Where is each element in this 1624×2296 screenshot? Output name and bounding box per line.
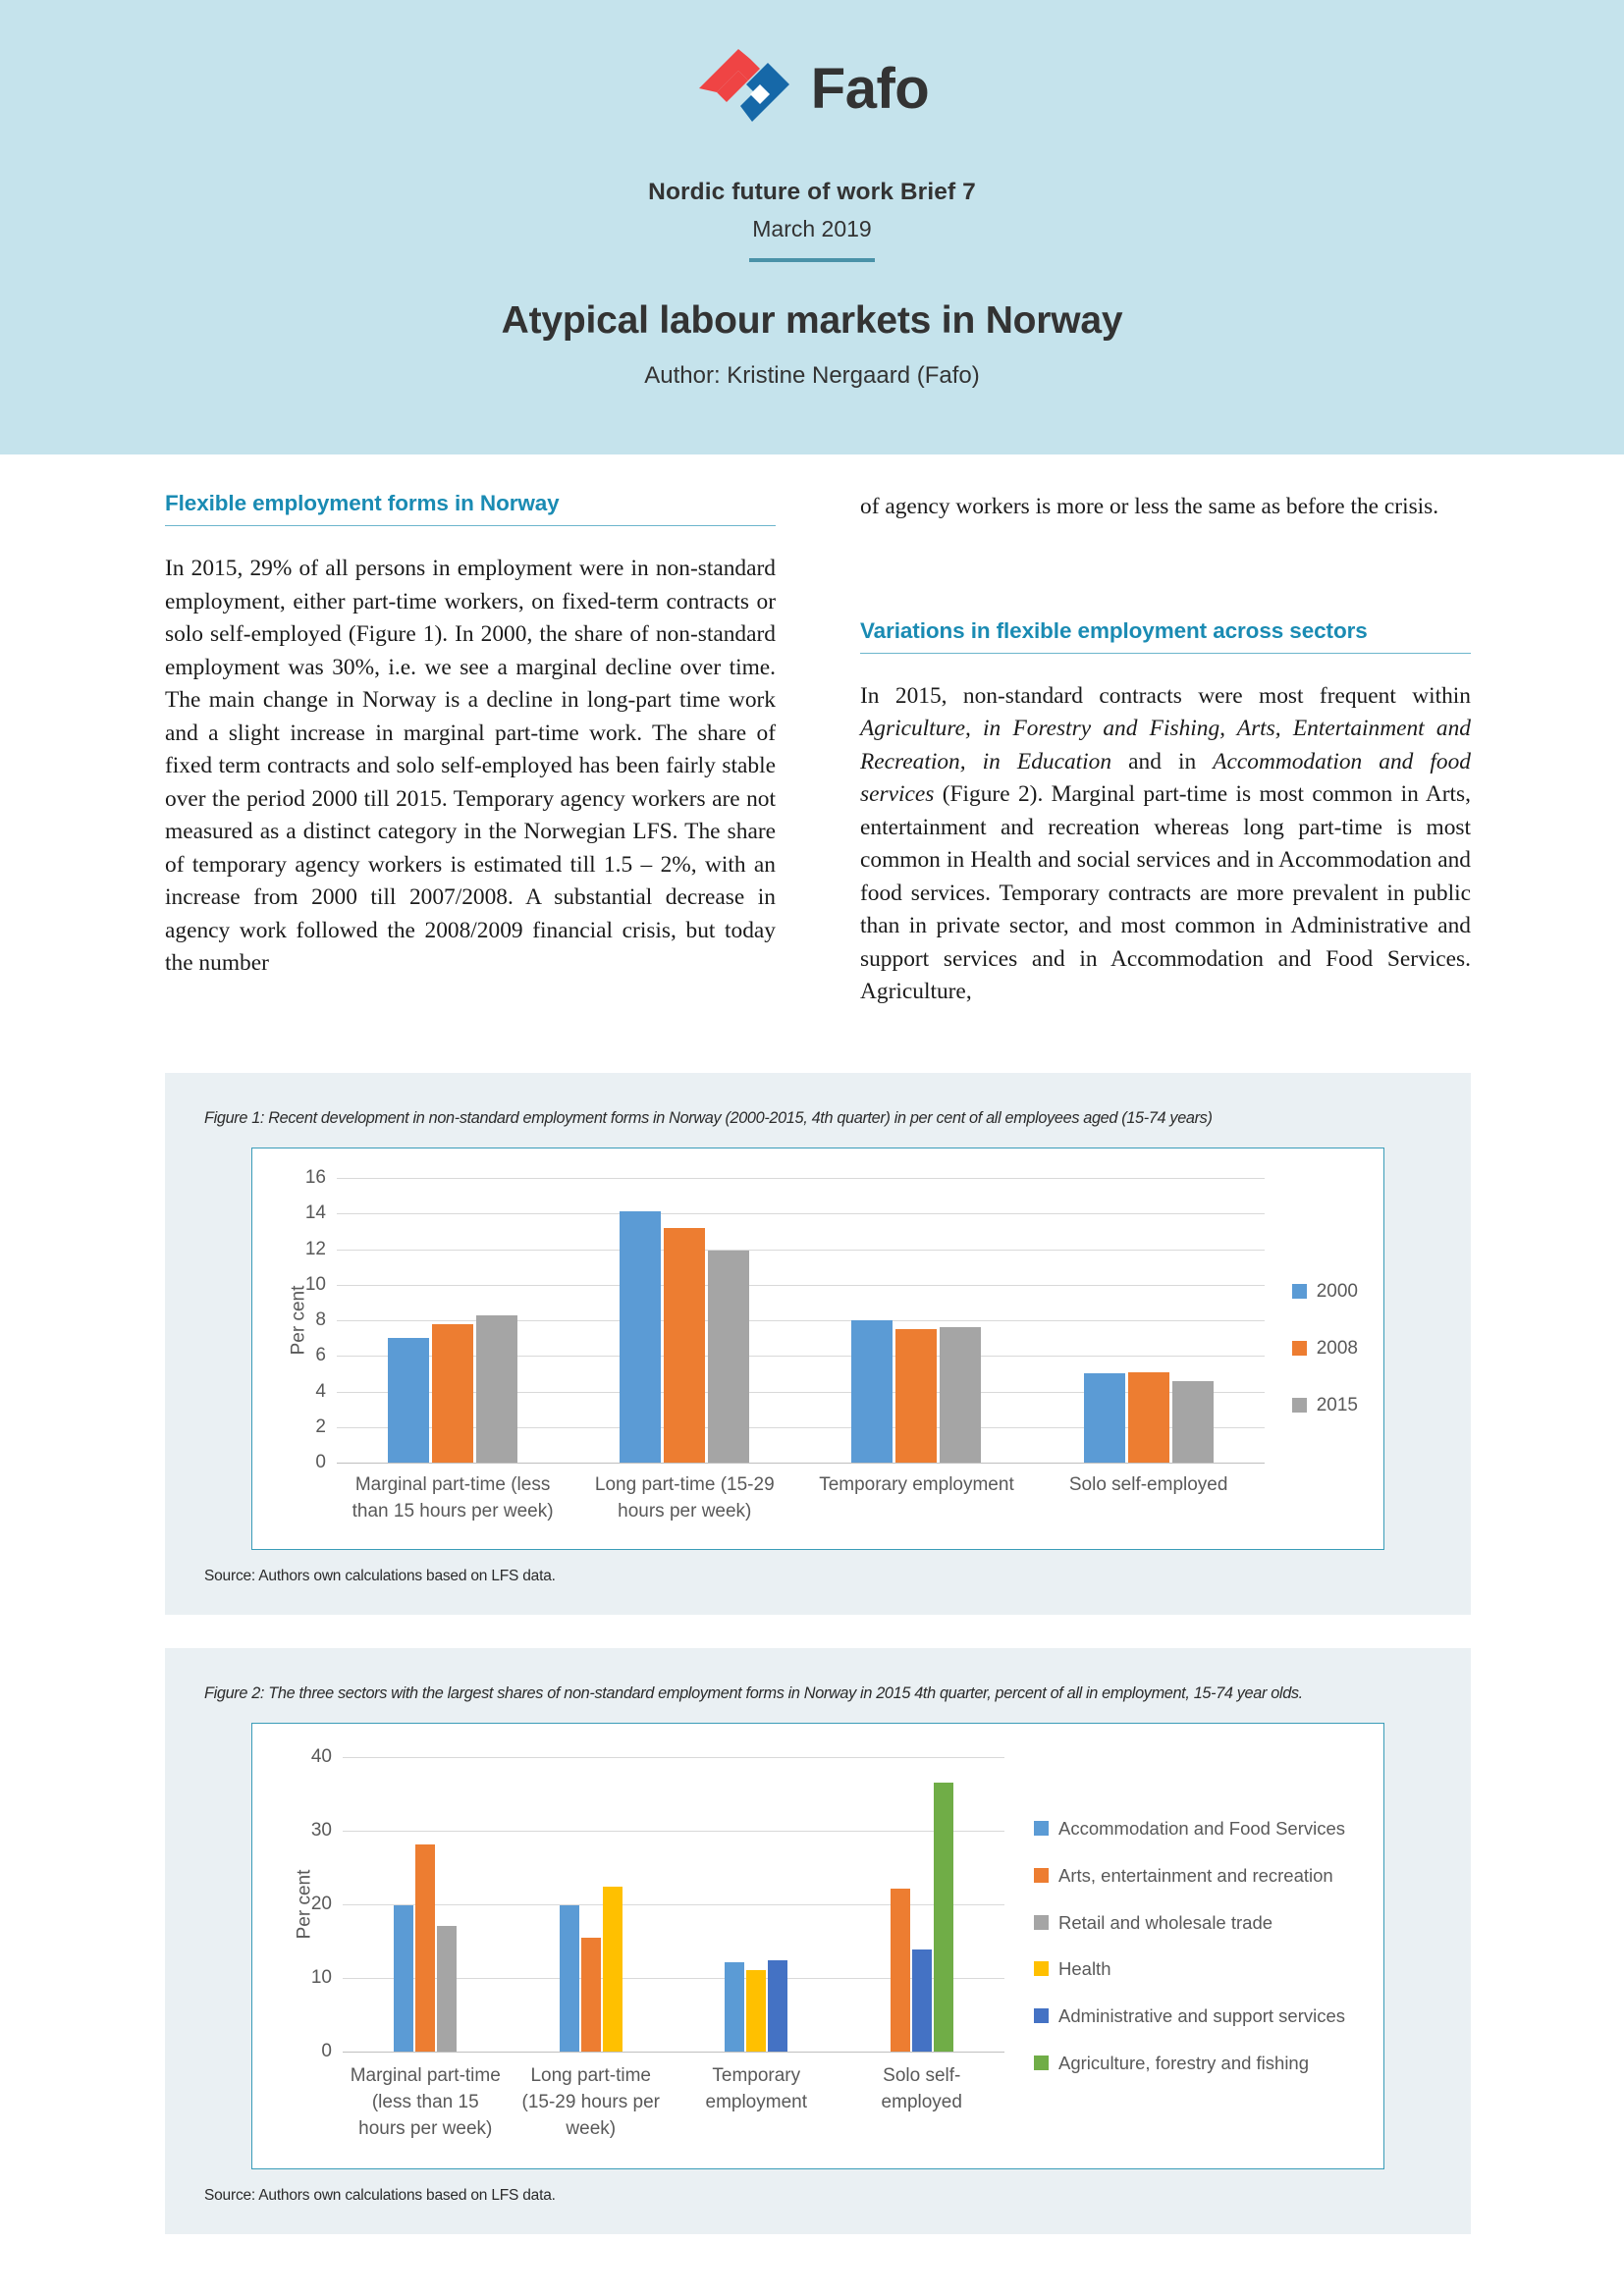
paragraph-flexible-employment: In 2015, 29% of all persons in employment were in non-standard employment, either part-time workers, on fixed-term contracts or solo self-employed (Figure 1). In 2000, the share of non-standard employment was 30%, i.e. we see a marginal decline over time. The main change in Norway is a decline in long-part time work and a slight increase in marginal part-time work. The share of fixed term contracts and solo self-employed has been fairly stable over the period 2000 till 2015. Temporary agency workers are not measured as a distinct category in the Norwegian LFS. The share of temporary agency workers is estimated till 1.5 – 2%, with an increase from 2000 till 2007/2008. A substantial decrease in agency work followed the 2008/2009 financial crisis, but today the number	[165, 556, 776, 976]
section-heading-flexible-employment: Flexible employment forms in Norway	[165, 491, 776, 526]
bar	[437, 1926, 457, 2052]
y-axis-tick-label: 6	[315, 1345, 326, 1366]
legend-swatch-icon	[1034, 1821, 1049, 1836]
bar	[891, 1889, 910, 2052]
legend-label: Agriculture, forestry and fishing	[1058, 2052, 1310, 2073]
y-axis-tick-label: 8	[315, 1309, 326, 1330]
figure-2-legend	[1020, 1724, 1383, 2168]
figure-1-caption: Figure 1: Recent development in non-standard employment forms in Norway (2000-2015, 4th quarter) in per cent of all employees aged (15-74 years)	[204, 1109, 1213, 1127]
y-axis-tick-label: 20	[310, 1894, 332, 1914]
legend-swatch-icon	[1034, 1868, 1049, 1883]
legend-label: Arts, entertainment and recreation	[1058, 1865, 1333, 1887]
article-body	[165, 491, 1471, 1009]
section-heading-variations: Variations in flexible employment across sectors	[860, 618, 1471, 654]
y-axis-tick-label: 0	[321, 2041, 332, 2061]
para-run-1: In 2015, non-standard contracts were most frequent within	[860, 682, 1471, 709]
legend-label: 2000	[1316, 1280, 1358, 1302]
legend-label: Administrative and support services	[1058, 2005, 1346, 2027]
x-axis-category-label: Marginal part-time (less than 15 hours per week)	[350, 2065, 501, 2139]
para-run-2: and in	[1111, 748, 1214, 774]
header-divider	[749, 258, 875, 262]
bar	[1084, 1373, 1125, 1463]
bar	[934, 1783, 953, 2052]
bar	[912, 1949, 932, 2052]
bars-layer	[337, 1178, 1265, 1463]
y-axis-tick-label: 14	[304, 1202, 326, 1224]
bar	[725, 1962, 744, 2053]
page-header	[0, 0, 1624, 454]
y-axis-tick-label: 16	[304, 1167, 326, 1188]
bar-group	[568, 1178, 800, 1463]
x-axis-category-label: Temporary employment	[819, 1474, 1014, 1495]
bar	[432, 1324, 473, 1463]
legend-swatch-icon	[1292, 1284, 1307, 1299]
y-axis-tick-label: 10	[310, 1967, 332, 1988]
figure-1-chart	[251, 1148, 1384, 1550]
para-italic-2: Accommodation and food services	[860, 748, 1471, 807]
figure-1-legend	[1282, 1148, 1383, 1549]
legend-swatch-icon	[1034, 2008, 1049, 2023]
figure-2-chart	[251, 1723, 1384, 2169]
legend-label: Health	[1058, 1958, 1111, 1980]
bar	[560, 1905, 579, 2052]
figure-2-source: Source: Authors own calculations based on LFS data.	[204, 2186, 556, 2204]
figure-2-caption: Figure 2: The three sectors with the largest shares of non-standard employment forms in Norway in 2015 4th quarter, percent of all in employment, 15-74 year olds.	[204, 1684, 1303, 1702]
figure-2-plot-area	[294, 1746, 1004, 2061]
left-column	[165, 491, 776, 1009]
para-run-3: (Figure 2). Marginal part-time is most common in Arts, entertainment and recreation whereas long part-time is most common in Health and social services and in Accommodation and food services. Temporary contracts are more prevalent in public than in private sector, and most common in Administrative and support services and in Accommodation and Food Services. Agriculture,	[860, 781, 1471, 1004]
figure-1-plot-area	[288, 1167, 1265, 1472]
gridline	[343, 2052, 1004, 2053]
bar	[603, 1887, 623, 2052]
bar	[664, 1228, 705, 1463]
bar	[895, 1329, 937, 1463]
legend-item[interactable]	[1292, 1280, 1358, 1304]
bar	[1128, 1372, 1169, 1463]
x-axis-category-label: Solo self-employed	[1068, 1474, 1228, 1495]
bar	[708, 1251, 749, 1463]
paragraph-continuation: of agency workers is more or less the same as before the crisis.	[860, 494, 1439, 519]
bar-group	[343, 1757, 509, 2052]
bar	[851, 1320, 893, 1463]
y-axis-tick-label: 10	[304, 1273, 326, 1295]
bar	[746, 1970, 766, 2052]
brand-logo	[695, 47, 929, 130]
page-title: Atypical labour markets in Norway	[501, 299, 1123, 342]
bar	[940, 1327, 981, 1463]
legend-item[interactable]	[1292, 1337, 1358, 1361]
gridline	[337, 1463, 1265, 1464]
x-axis-category-label: Temporary employment	[705, 2065, 807, 2112]
publication-date: March 2019	[752, 216, 872, 241]
bar-group	[839, 1757, 1005, 2052]
y-axis-tick-label: 30	[310, 1820, 332, 1841]
bars-layer	[343, 1757, 1004, 2052]
bar-group	[800, 1178, 1032, 1463]
legend-swatch-icon	[1292, 1398, 1307, 1413]
figure-1-x-axis-labels	[252, 1463, 1282, 1549]
legend-item[interactable]	[1034, 1911, 1366, 1935]
legend-label: 2015	[1316, 1395, 1358, 1416]
bar-group	[1033, 1178, 1265, 1463]
figure-1-panel	[165, 1073, 1471, 1615]
legend-item[interactable]	[1034, 2004, 1366, 2028]
bar	[476, 1315, 517, 1463]
brief-series-label: Nordic future of work Brief 7	[648, 179, 976, 205]
legend-swatch-icon	[1034, 2056, 1049, 2070]
bar	[394, 1905, 413, 2052]
y-axis-tick-label: 2	[315, 1415, 326, 1437]
x-axis-category-label: Marginal part-time (less than 15 hours per week)	[352, 1474, 554, 1522]
bar-group	[509, 1757, 675, 2052]
x-axis-category-label: Solo self-employed	[881, 2065, 962, 2112]
figure-2-panel	[165, 1648, 1471, 2234]
y-axis-tick-label: 0	[315, 1452, 326, 1472]
fafo-logo-icon	[695, 49, 797, 128]
bar-group	[337, 1178, 568, 1463]
legend-item[interactable]	[1292, 1394, 1358, 1417]
para-italic-1: Agriculture, in Forestry and Fishing, Arts, Entertainment and Recreation, in Education	[860, 716, 1471, 774]
legend-swatch-icon	[1034, 1915, 1049, 1930]
paragraph-variations	[860, 680, 1471, 1009]
legend-label: Retail and wholesale trade	[1058, 1911, 1273, 1933]
legend-label: Accommodation and Food Services	[1058, 1818, 1346, 1840]
figure-1-source: Source: Authors own calculations based on LFS data.	[204, 1567, 556, 1584]
legend-item[interactable]	[1034, 2052, 1366, 2075]
brand-name: Fafo	[810, 56, 930, 121]
legend-item[interactable]	[1034, 1817, 1366, 1841]
figure-2-x-axis-labels	[252, 2052, 1020, 2168]
legend-item[interactable]	[1034, 1864, 1366, 1888]
bar	[768, 1960, 787, 2052]
legend-label: 2008	[1316, 1337, 1358, 1359]
y-axis-title: Per cent	[288, 1285, 309, 1356]
bar	[1172, 1381, 1214, 1463]
y-axis-tick-label: 4	[315, 1380, 326, 1402]
legend-swatch-icon	[1034, 1961, 1049, 1976]
legend-swatch-icon	[1292, 1341, 1307, 1356]
y-axis-title: Per cent	[294, 1869, 315, 1940]
x-axis-category-label: Long part-time (15-29 hours per week)	[594, 1474, 775, 1522]
bar	[620, 1211, 661, 1463]
right-column	[860, 491, 1471, 1009]
author-line: Author: Kristine Nergaard (Fafo)	[644, 362, 980, 389]
y-axis-tick-label: 40	[310, 1746, 332, 1767]
bar	[388, 1338, 429, 1463]
y-axis-tick-label: 12	[304, 1238, 326, 1259]
legend-item[interactable]	[1034, 1957, 1366, 1981]
x-axis-category-label: Long part-time (15-29 hours per week)	[521, 2065, 660, 2139]
bar-group	[674, 1757, 839, 2052]
bar	[581, 1938, 601, 2052]
bar	[415, 1844, 435, 2052]
